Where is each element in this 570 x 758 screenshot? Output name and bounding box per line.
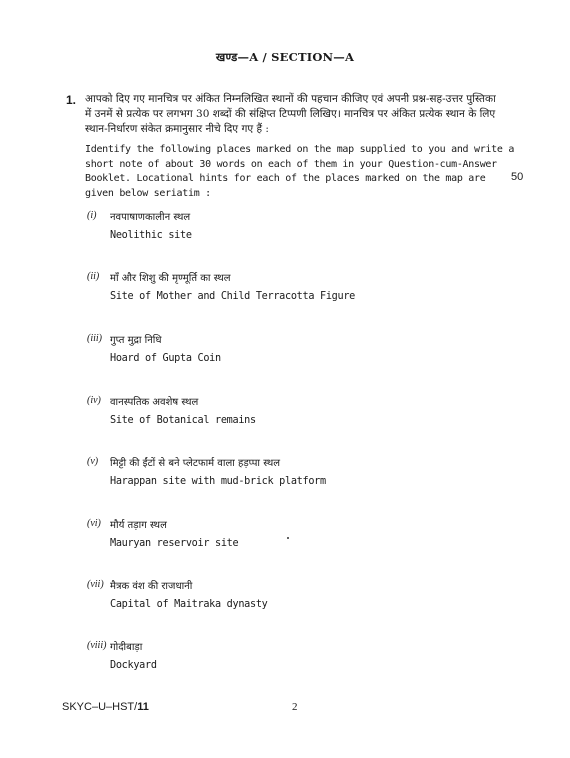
item-hindi-text: माँ और शिशु की मृण्मूर्ति का स्थल: [110, 273, 231, 284]
item-english-text: Mauryan reservoir site: [110, 538, 239, 549]
item-roman-numeral: (iv): [87, 395, 101, 406]
item-roman-numeral: (v): [87, 456, 99, 467]
item-english-text: Site of Mother and Child Terracotta Figure: [110, 291, 356, 302]
item-roman-numeral: (i): [87, 210, 97, 221]
item-english-text: Neolithic site: [110, 230, 192, 241]
english-instructions: Identify the following places marked on the map supplied to you and write a short note of about 30 words on each of them in your Question-cum-Answer Booklet. Locational hints for each of the places marked on the map are given below seriatim :: [85, 144, 515, 199]
item-english-text: Harappan site with mud-brick platform: [110, 476, 326, 487]
question-number: 1.: [66, 93, 77, 107]
item-hindi-text: वानस्पतिक अवशेष स्थल: [110, 397, 199, 408]
item-roman-numeral: (vi): [87, 518, 101, 529]
item-hindi-text: मैत्रक वंश की राजधानी: [110, 581, 193, 592]
item-hindi-text: गोदीबाड़ा: [110, 642, 143, 653]
item-hindi-text: गुप्त मुद्रा निधि: [110, 335, 162, 346]
item-roman-numeral: (viii): [87, 640, 107, 651]
paper-code-prefix: SKYC–U–HST/: [62, 701, 138, 713]
section-heading: खण्ड—A / SECTION—A: [215, 50, 355, 64]
item-roman-numeral: (ii): [87, 271, 100, 282]
paper-code-number: 11: [137, 701, 149, 713]
item-hindi-text: नवपाषाणकालीन स्थल: [110, 212, 191, 223]
item-roman-numeral: (vii): [87, 579, 104, 590]
item-hindi-text: मिट्टी की ईंटों से बने प्लेटफार्म वाला हड़प्पा स्थल: [110, 458, 281, 469]
paper-code: [62, 701, 149, 713]
item-english-text: Dockyard: [110, 660, 157, 671]
hindi-instructions: आपको दिए गए मानचित्र पर अंकित निम्नलिखित स्थानों की पहचान कीजिए एवं अपनी प्रश्न-सह-उत्तर पुस्तिका में उनमें से प्रत्येक पर लगभग 30 शब्दों की संक्षिप्त टिप्पणी लिखिए। मानचित्र पर अंकित प्रत्येक स्थान के लिए स्थान-निर्धारण संकेत क्रमानुसार नीचे दिए गए हैं :: [85, 93, 496, 135]
item-english-text: Capital of Maitraka dynasty: [110, 599, 268, 610]
page-number: 2: [292, 701, 298, 713]
item-roman-numeral: (iii): [87, 333, 102, 344]
question-marks: 50: [511, 171, 524, 183]
item-hindi-text: मौर्य तड़ाग स्थल: [110, 520, 167, 531]
item-english-text: Hoard of Gupta Coin: [110, 353, 221, 364]
stray-mark: [287, 537, 289, 539]
item-english-text: Site of Botanical remains: [110, 415, 256, 426]
